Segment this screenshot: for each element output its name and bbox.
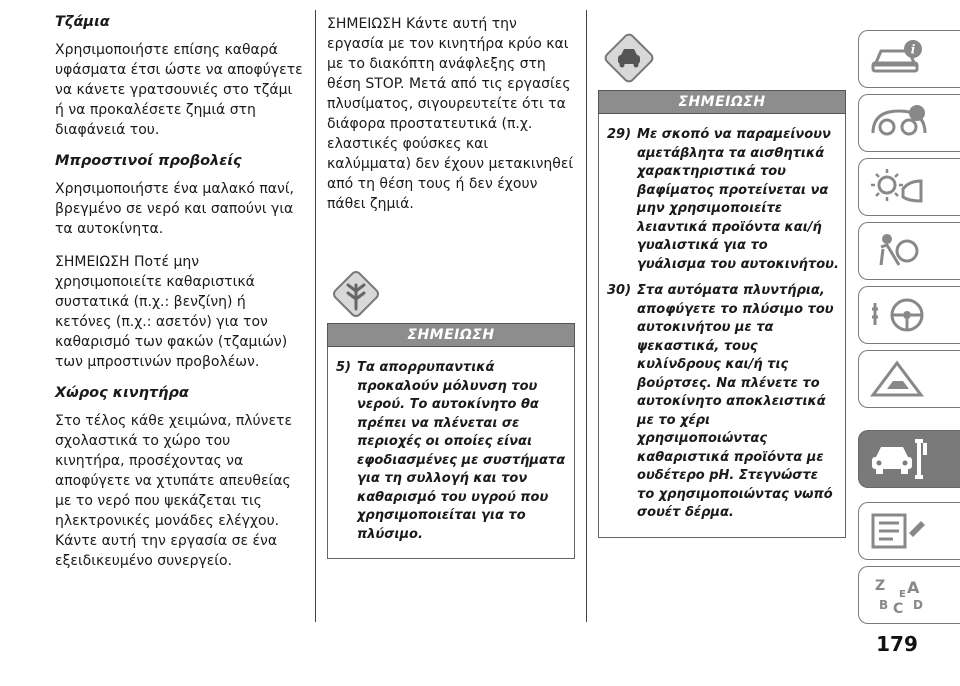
tab-index[interactable] <box>858 566 960 624</box>
note-number: 30) <box>607 283 632 298</box>
airbag-icon <box>869 231 931 271</box>
steering-wheel-icon <box>869 295 931 335</box>
tab-specifications[interactable] <box>858 502 960 560</box>
svg-text:i: i <box>910 42 916 57</box>
environment-plant-icon <box>331 271 381 319</box>
note-item <box>607 126 839 274</box>
tab-emergency[interactable] <box>858 350 960 408</box>
paragraph-glass: Χρησιμοποιήστε επίσης καθαρά υφάσματα έτσι ώστε να αποφύγετε να κάνετε γρατσουνιές στο τζάμι ή να προκαλέσετε ζημιά στη διαφάνειά του. <box>55 42 303 138</box>
column-middle <box>327 14 575 559</box>
paragraph-engine-note: ΣΗΜΕΙΩΣΗ Κάντε αυτή την εργασία με τον κινητήρα κρύο και με το διακόπτη ανάφλεξης στη θέση STOP. Μετά από τις εργασίες πλυσίματος, σιγουρευτείτε ότι τα διάφορα προστατευτικά (π.χ. ελαστικές φούσκες και καλύμματα) δεν έχουν μετακινηθεί από τη θέση τους ή δεν έχουν πάθει ζημιά. <box>327 16 574 212</box>
svg-text:A: A <box>907 578 920 597</box>
note-text: Στα αυτόματα πλυντήρια, αποφύγετε το πλύσιμο του αυτοκινήτου με τα ψεκαστικά, τους κυλίνδρους και/ή τις βούρτσες. Να πλένετε το αυτοκίνητο αποκλειστικά με το χέρι χρησιμοποιώντας καθαριστικά προϊόντα με ουδέτερο pH. Στεγνώστε το χρησιμοποιώντας νωπό σουέτ δέρμα. <box>637 283 834 520</box>
tab-lights[interactable] <box>858 158 960 216</box>
tab-dashboard[interactable] <box>858 94 960 152</box>
paragraph-engine-bay: Στο τέλος κάθε χειμώνα, πλύνετε σχολαστικά το χώρο του κινητήρα, προσέχοντας να αποφύγετε να χτυπάτε απευθείας με το νερό που ψεκάζεται τις ηλεκτρονικές μονάδες ελέγχου. Κάντε αυτή την εργασία σε ένα εξειδικευμένο συνεργείο. <box>55 413 293 569</box>
note-item <box>336 359 568 544</box>
specifications-icon <box>869 511 931 551</box>
tab-car-info[interactable] <box>858 30 960 88</box>
paragraph-headlights: Χρησιμοποιήστε ένα μαλακό πανί, βρεγμένο σε νερό και σαπούνι για τα αυτοκίνητα. <box>55 181 295 237</box>
note-text: Τα απορρυπαντικά προκαλούν μόλυνση του νερού. Το αυτοκίνητο θα πρέπει να πλένεται σε περιοχές οι οποίες είναι εφοδιασμένες με συστήματα για τη συλλογή και τον καθαρισμό του υγρού που χρησιμοποιείται για το πλύσιμο. <box>357 360 566 542</box>
column-divider-1 <box>315 10 316 622</box>
heading-glass: Τζάμια <box>55 14 110 30</box>
tab-starting-driving[interactable] <box>858 286 960 344</box>
note-box-paint <box>598 114 846 538</box>
car-wash-warning-icon <box>602 32 656 86</box>
heading-headlights: Μπροστινοί προβολείς <box>55 153 242 169</box>
car-info-icon <box>869 39 931 79</box>
note-item <box>607 282 839 523</box>
heading-engine-bay: Χώρος κινητήρα <box>55 385 189 401</box>
svg-text:E: E <box>899 589 906 600</box>
svg-text:B: B <box>879 598 889 612</box>
note-number: 5) <box>336 360 351 375</box>
page-number: 179 <box>876 632 918 656</box>
warning-triangle-icon <box>869 359 931 399</box>
paragraph-headlights-note: ΣΗΜΕΙΩΣΗ Ποτέ μην χρησιμοποιείτε καθαριστικά συστατικά (π.χ.: βενζίνη) ή κετόνες (π.χ.: ασετόν) για τον καθαρισμό των φακών (τζαμιών) των μπροστινών προβολέων. <box>55 254 288 370</box>
lights-icon <box>869 167 931 207</box>
column-right <box>598 14 846 538</box>
dashboard-icon <box>869 103 931 143</box>
note-text: Με σκοπό να παραμείνουν αμετάβλητα τα αισθητικά χαρακτηριστικά του βαφίματος προτείνεται να μην χρησιμοποιείτε λειαντικά προϊόντα και/ή γυαλιστικά για το γυάλισμα του αυτοκινήτου. <box>637 127 839 272</box>
note-title-bar: ΣΗΜΕΙΩΣΗ <box>598 90 846 114</box>
index-icon <box>869 575 931 615</box>
note-title-bar: ΣΗΜΕΙΩΣΗ <box>327 323 575 347</box>
svg-text:C: C <box>893 601 904 615</box>
column-divider-2 <box>586 10 587 622</box>
note-box-environment <box>327 347 575 559</box>
car-service-icon <box>869 437 931 481</box>
svg-text:D: D <box>913 598 923 612</box>
svg-text:Z: Z <box>875 578 886 594</box>
column-left <box>55 14 303 584</box>
note-number: 29) <box>607 127 632 142</box>
tab-safety[interactable] <box>858 222 960 280</box>
tab-maintenance-active[interactable] <box>858 430 960 488</box>
